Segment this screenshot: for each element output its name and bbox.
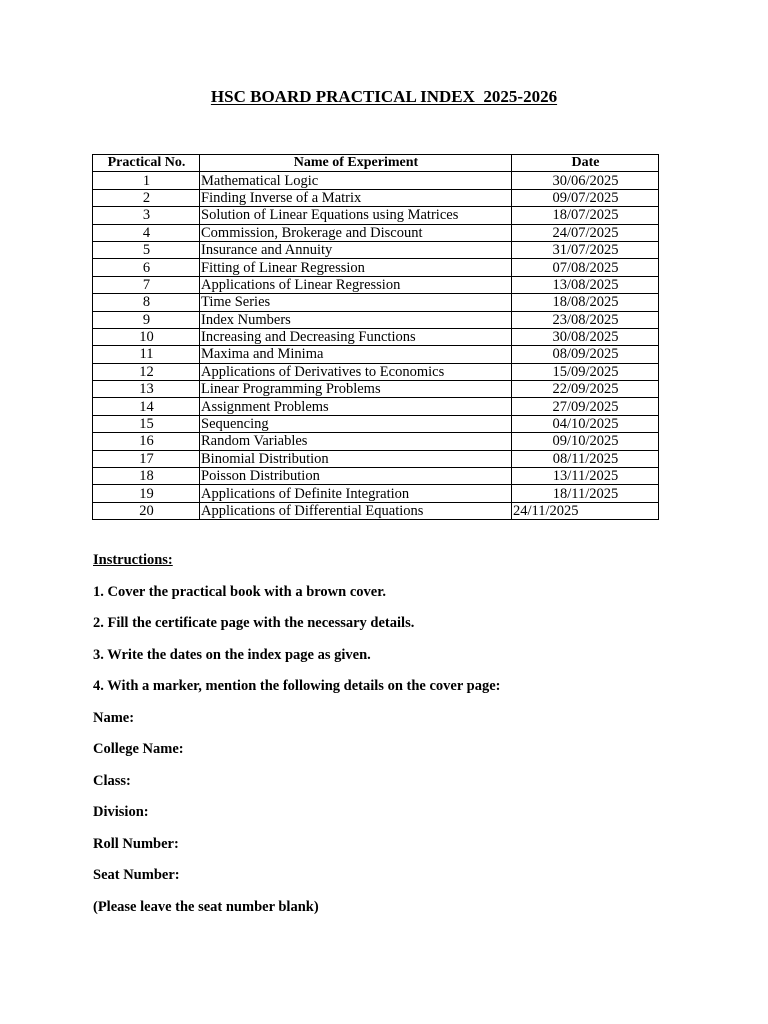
practical-number-cell: 13 — [93, 381, 200, 398]
instruction-item: Name: — [93, 709, 135, 726]
experiment-name-cell: Mathematical Logic — [200, 172, 512, 189]
experiment-name-cell: Applications of Definite Integration — [200, 485, 512, 502]
date-cell: 13/08/2025 — [512, 276, 659, 293]
header-date: Date — [512, 155, 659, 172]
practical-number-cell: 16 — [93, 433, 200, 450]
experiment-name-cell: Finding Inverse of a Matrix — [200, 189, 512, 206]
table-row — [93, 381, 659, 398]
date-cell: 07/08/2025 — [512, 259, 659, 276]
practical-number-cell: 19 — [93, 485, 200, 502]
date-cell: 08/11/2025 — [512, 450, 659, 467]
instruction-item: Seat Number: — [93, 867, 180, 883]
practical-number-cell: 6 — [93, 259, 200, 276]
date-cell: 09/07/2025 — [512, 189, 659, 206]
table-header-row — [93, 155, 659, 172]
instructions-list — [93, 582, 500, 929]
practical-number-cell: 1 — [93, 172, 200, 189]
experiment-name-cell: Fitting of Linear Regression — [200, 259, 512, 276]
table-row — [93, 363, 659, 380]
experiment-name-cell: Random Variables — [200, 433, 512, 450]
date-cell: 09/10/2025 — [512, 433, 659, 450]
date-cell: 24/07/2025 — [512, 224, 659, 241]
date-cell: 15/09/2025 — [512, 363, 659, 380]
table-row — [93, 328, 659, 345]
experiment-name-cell: Maxima and Minima — [200, 346, 512, 363]
practical-number-cell: 14 — [93, 398, 200, 415]
table-row — [93, 294, 659, 311]
date-cell: 24/11/2025 — [512, 502, 659, 519]
instruction-item: 2. Fill the certificate page with the necessary details. — [93, 615, 415, 631]
table-row — [93, 259, 659, 276]
page-title: HSC BOARD PRACTICAL INDEX 2025-2026 — [210, 87, 558, 106]
date-cell: 04/10/2025 — [512, 415, 659, 432]
practical-number-cell: 5 — [93, 241, 200, 258]
table-row — [93, 433, 659, 450]
experiment-name-cell: Insurance and Annuity — [200, 241, 512, 258]
instruction-item: 1. Cover the practical book with a brown cover. — [93, 583, 386, 600]
table-row — [93, 189, 659, 206]
instruction-item: Class: — [93, 772, 131, 789]
practical-number-cell: 20 — [93, 502, 200, 519]
practical-index-table — [92, 154, 659, 520]
instructions-heading: Instructions: — [93, 552, 173, 568]
practical-number-cell: 2 — [93, 189, 200, 206]
practical-number-cell: 3 — [93, 207, 200, 224]
instruction-item: (Please leave the seat number blank) — [93, 898, 319, 915]
header-practical-no: Practical No. — [93, 155, 200, 172]
practical-number-cell: 10 — [93, 328, 200, 345]
date-cell: 23/08/2025 — [512, 311, 659, 328]
practical-number-cell: 15 — [93, 415, 200, 432]
table-row — [93, 485, 659, 502]
experiment-name-cell: Linear Programming Problems — [200, 381, 512, 398]
date-cell: 08/09/2025 — [512, 346, 659, 363]
date-cell: 30/08/2025 — [512, 328, 659, 345]
table-row — [93, 241, 659, 258]
date-cell: 22/09/2025 — [512, 381, 659, 398]
experiment-name-cell: Time Series — [200, 294, 512, 311]
instructions-section — [93, 550, 500, 928]
table-row — [93, 172, 659, 189]
date-cell: 30/06/2025 — [512, 172, 659, 189]
table-row — [93, 346, 659, 363]
date-cell: 13/11/2025 — [512, 468, 659, 485]
date-cell: 18/07/2025 — [512, 207, 659, 224]
practical-number-cell: 7 — [93, 276, 200, 293]
table-row — [93, 415, 659, 432]
experiment-name-cell: Applications of Differential Equations — [200, 502, 512, 519]
experiment-name-cell: Sequencing — [200, 415, 512, 432]
date-cell: 18/08/2025 — [512, 294, 659, 311]
practical-number-cell: 9 — [93, 311, 200, 328]
table-body — [93, 172, 659, 520]
experiment-name-cell: Binomial Distribution — [200, 450, 512, 467]
date-cell: 31/07/2025 — [512, 241, 659, 258]
header-experiment-name: Name of Experiment — [200, 155, 512, 172]
experiment-name-cell: Commission, Brokerage and Discount — [200, 224, 512, 241]
experiment-name-cell: Solution of Linear Equations using Matrices — [200, 207, 512, 224]
table-row — [93, 311, 659, 328]
table-row — [93, 398, 659, 415]
table-row — [93, 468, 659, 485]
practical-number-cell: 17 — [93, 450, 200, 467]
experiment-name-cell: Assignment Problems — [200, 398, 512, 415]
practical-number-cell: 8 — [93, 294, 200, 311]
experiment-name-cell: Applications of Derivatives to Economics — [200, 363, 512, 380]
practical-number-cell: 18 — [93, 468, 200, 485]
instruction-item: 3. Write the dates on the index page as given. — [93, 646, 371, 663]
table-row — [93, 224, 659, 241]
instruction-item: 4. With a marker, mention the following details on the cover page: — [93, 678, 501, 694]
table-row — [93, 450, 659, 467]
table-row — [93, 502, 659, 519]
practical-number-cell: 12 — [93, 363, 200, 380]
date-cell: 18/11/2025 — [512, 485, 659, 502]
instruction-item: Division: — [93, 804, 149, 820]
instruction-item: Roll Number: — [93, 835, 179, 852]
experiment-name-cell: Index Numbers — [200, 311, 512, 328]
experiment-name-cell: Applications of Linear Regression — [200, 276, 512, 293]
practical-number-cell: 11 — [93, 346, 200, 363]
instruction-item: College Name: — [93, 741, 184, 757]
table-row — [93, 276, 659, 293]
date-cell: 27/09/2025 — [512, 398, 659, 415]
table-row — [93, 207, 659, 224]
practical-number-cell: 4 — [93, 224, 200, 241]
experiment-name-cell: Increasing and Decreasing Functions — [200, 328, 512, 345]
experiment-name-cell: Poisson Distribution — [200, 468, 512, 485]
